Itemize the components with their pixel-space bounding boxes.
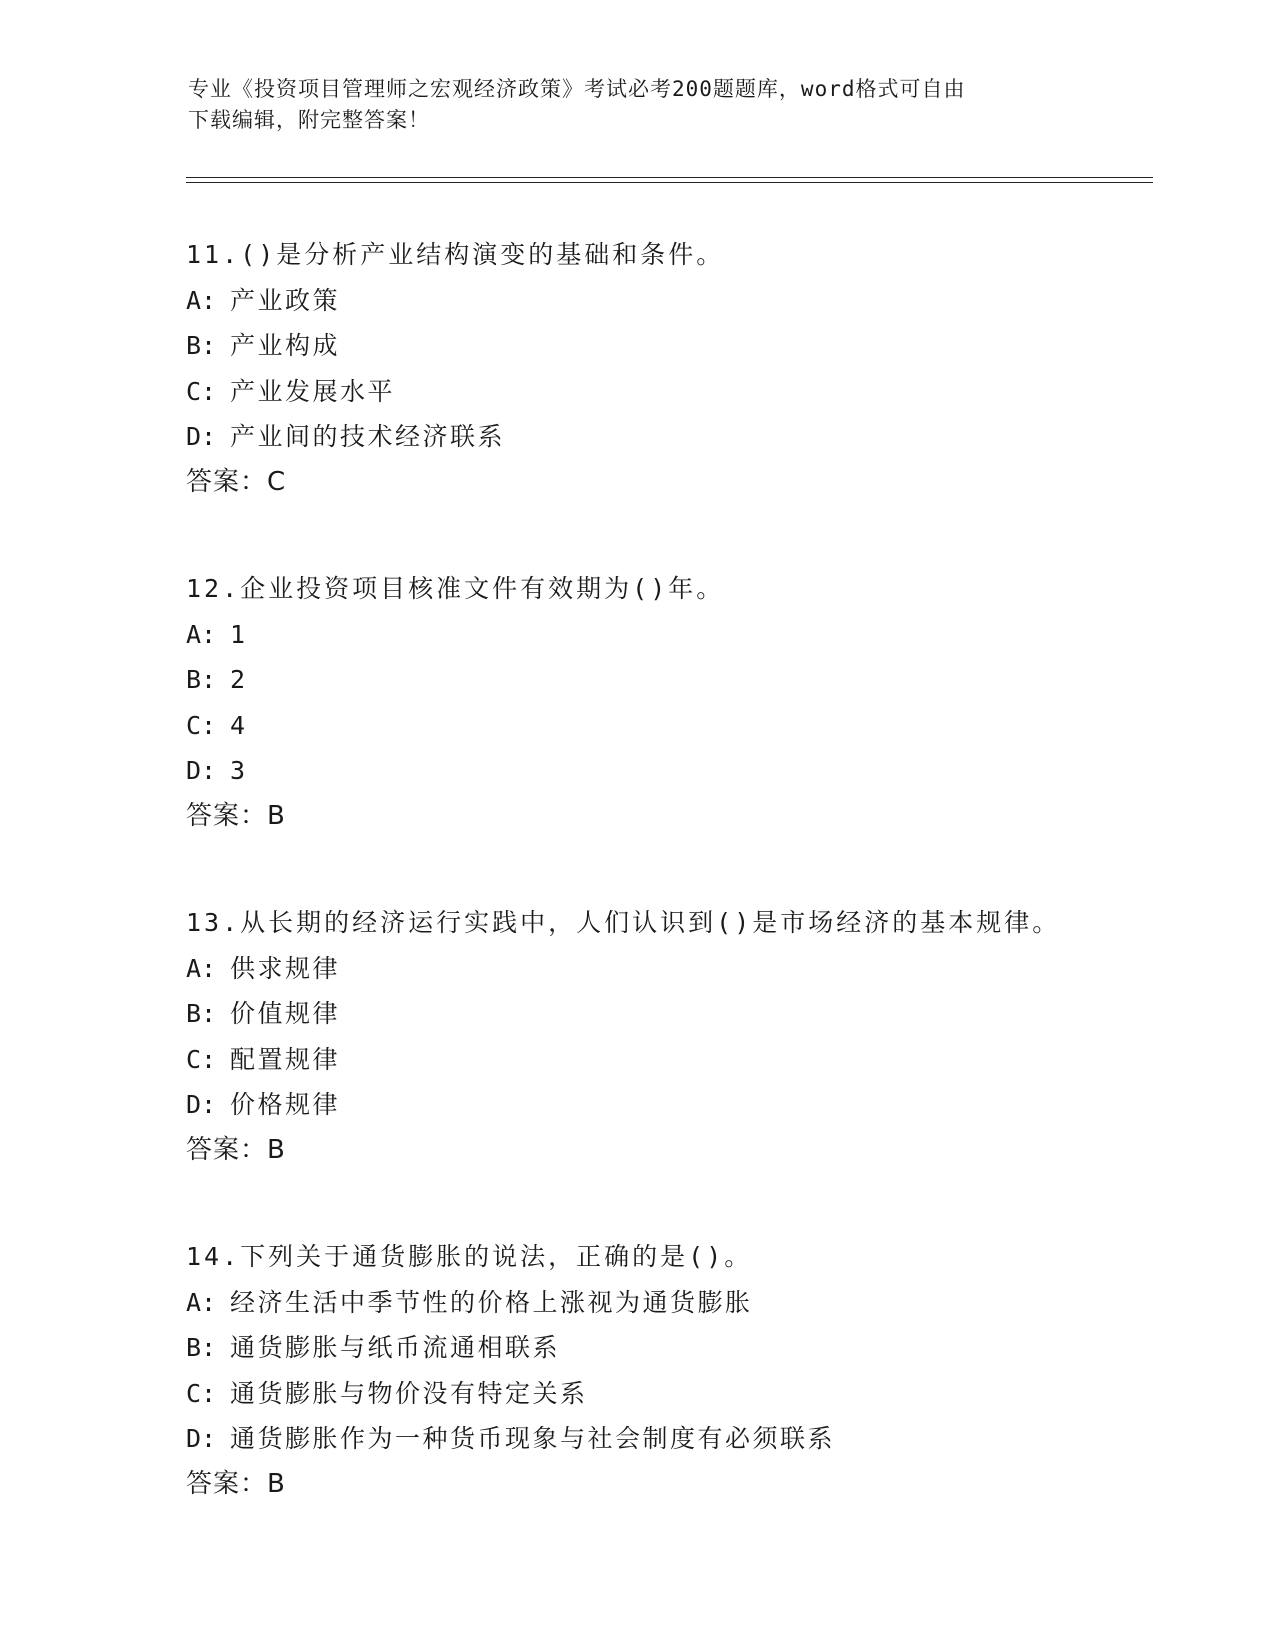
option-a — [186, 1280, 1186, 1326]
option-text: 产业政策 — [230, 285, 341, 315]
option-text: 经济生活中季节性的价格上涨视为通货膨胀 — [230, 1287, 753, 1317]
option-letter: A: — [186, 619, 217, 649]
option-d — [186, 1416, 1186, 1462]
option-text: 供求规律 — [230, 953, 341, 983]
option-b — [186, 323, 1186, 369]
option-text: 产业构成 — [230, 331, 341, 360]
option-letter: C: — [186, 710, 217, 740]
question-14 — [186, 1234, 1186, 1507]
option-c — [186, 369, 1186, 415]
option-text: 1 — [230, 619, 248, 649]
header-line-2: 下载编辑，附完整答案！ — [188, 108, 430, 132]
option-letter: D: — [186, 756, 217, 785]
option-letter: C: — [186, 376, 217, 406]
option-letter: C: — [186, 1044, 217, 1074]
question-stem: 13.从长期的经济运行实践中，人们认识到()是市场经济的基本规律。 — [186, 908, 1061, 937]
question-list — [186, 232, 1186, 1568]
option-letter: D: — [186, 1424, 217, 1453]
option-d — [186, 1082, 1186, 1128]
option-text: 产业间的技术经济联系 — [230, 422, 506, 451]
option-text: 3 — [230, 756, 248, 785]
option-letter: D: — [186, 422, 217, 451]
option-letter: A: — [186, 953, 217, 983]
option-a — [186, 278, 1186, 324]
option-text: 2 — [230, 665, 248, 694]
option-letter: A: — [186, 1287, 217, 1317]
option-b — [186, 657, 1186, 703]
option-c — [186, 1371, 1186, 1417]
header-divider-top — [186, 177, 1153, 178]
option-c — [186, 1037, 1186, 1083]
option-text: 通货膨胀与物价没有特定关系 — [230, 1378, 588, 1408]
question-stem: 11.()是分析产业结构演变的基础和条件。 — [186, 240, 725, 269]
option-letter: B: — [186, 999, 217, 1028]
option-text: 通货膨胀与纸币流通相联系 — [230, 1333, 561, 1362]
option-text: 价格规律 — [230, 1090, 341, 1119]
answer: 答案：B — [186, 1468, 286, 1499]
option-text: 产业发展水平 — [230, 376, 396, 406]
answer: 答案：B — [186, 1134, 286, 1165]
question-stem: 12.企业投资项目核准文件有效期为()年。 — [186, 574, 725, 603]
option-letter: D: — [186, 1090, 217, 1119]
option-letter: B: — [186, 665, 217, 694]
answer: 答案：C — [186, 466, 287, 497]
option-d — [186, 414, 1186, 460]
option-c — [186, 703, 1186, 749]
option-text: 价值规律 — [230, 999, 341, 1028]
option-a — [186, 946, 1186, 992]
option-text: 4 — [230, 710, 248, 740]
question-11 — [186, 232, 1186, 505]
option-text: 通货膨胀作为一种货币现象与社会制度有必须联系 — [230, 1424, 836, 1453]
option-d — [186, 748, 1186, 794]
answer: 答案：B — [186, 800, 286, 831]
option-a — [186, 612, 1186, 658]
option-letter: C: — [186, 1378, 217, 1408]
header-divider-bottom — [186, 182, 1153, 183]
question-12 — [186, 566, 1186, 839]
header-line-1: 专业《投资项目管理师之宏观经济政策》考试必考200题题库，word格式可自由 — [188, 77, 966, 101]
option-b — [186, 1325, 1186, 1371]
option-letter: B: — [186, 1333, 217, 1362]
question-stem: 14.下列关于通货膨胀的说法，正确的是()。 — [186, 1242, 753, 1271]
question-13 — [186, 900, 1186, 1173]
option-b — [186, 991, 1186, 1037]
document-header — [188, 74, 1088, 136]
option-letter: B: — [186, 331, 217, 360]
option-letter: A: — [186, 285, 217, 315]
option-text: 配置规律 — [230, 1044, 341, 1074]
